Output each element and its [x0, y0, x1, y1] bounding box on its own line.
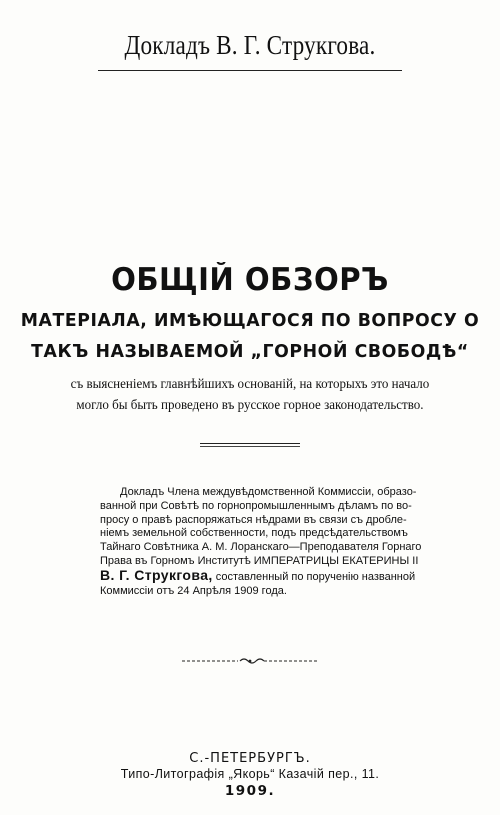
- imprint-year: 1909.: [224, 783, 276, 799]
- main-title: ОБЩІЙ ОБЗОРЪ: [111, 262, 389, 298]
- report-line: ніемъ земельной собственности, подъ предсѣдательствомъ: [100, 527, 408, 540]
- report-line-author: [100, 566, 416, 585]
- report-line: Докладъ Члена междувѣдомственной Коммиссіи, образо-: [120, 486, 417, 498]
- report-line: Права въ Горномъ Институтѣ ИМПЕРАТРИЦЫ ЕКАТЕРИНЫ II: [100, 554, 419, 567]
- subtitle-line-2: ТАКЪ НАЗЫВАЕМОЙ „ГОРНОЙ СВОБОДѢ“: [31, 341, 469, 362]
- report-line: Коммиссіи отъ 24 Апрѣля 1909 года.: [100, 584, 287, 597]
- report-line: ванной при Совѣтѣ по горнопромышленнымъ дѣламъ по во-: [100, 499, 412, 512]
- report-line: Тайнаго Совѣтника А. М. Лоранскаго—Преподавателя Горнаго: [100, 541, 422, 554]
- ornament-divider-icon: [180, 656, 320, 666]
- description-line-1: съ выясненіемъ главнѣйшихъ основаній, на которыхъ это начало: [70, 377, 430, 392]
- author-tail: составленный по порученію названной: [212, 570, 416, 583]
- description-line-2: могло бы быть проведено въ русское горное законодательство.: [76, 398, 424, 413]
- imprint-press: Типо-Литографія „Якорь“ Казачій пер., 11.: [120, 767, 380, 781]
- header-title: Докладъ В. Г. Струкгова.: [124, 30, 376, 60]
- report-line: просу о правѣ распоряжаться нѣдрами въ связи съ дробле-: [100, 513, 407, 526]
- header-underline: [98, 70, 402, 71]
- report-block: [100, 486, 422, 598]
- subtitle-line-1: МАТЕРІАЛА, ИМѢЮЩАГОСЯ ПО ВОПРОСУ О: [20, 310, 480, 331]
- author-name: В. Г. Струкгова,: [100, 566, 213, 583]
- section-divider: [200, 443, 300, 444]
- imprint-city: С.-ПЕТЕРБУРГЪ.: [189, 751, 311, 766]
